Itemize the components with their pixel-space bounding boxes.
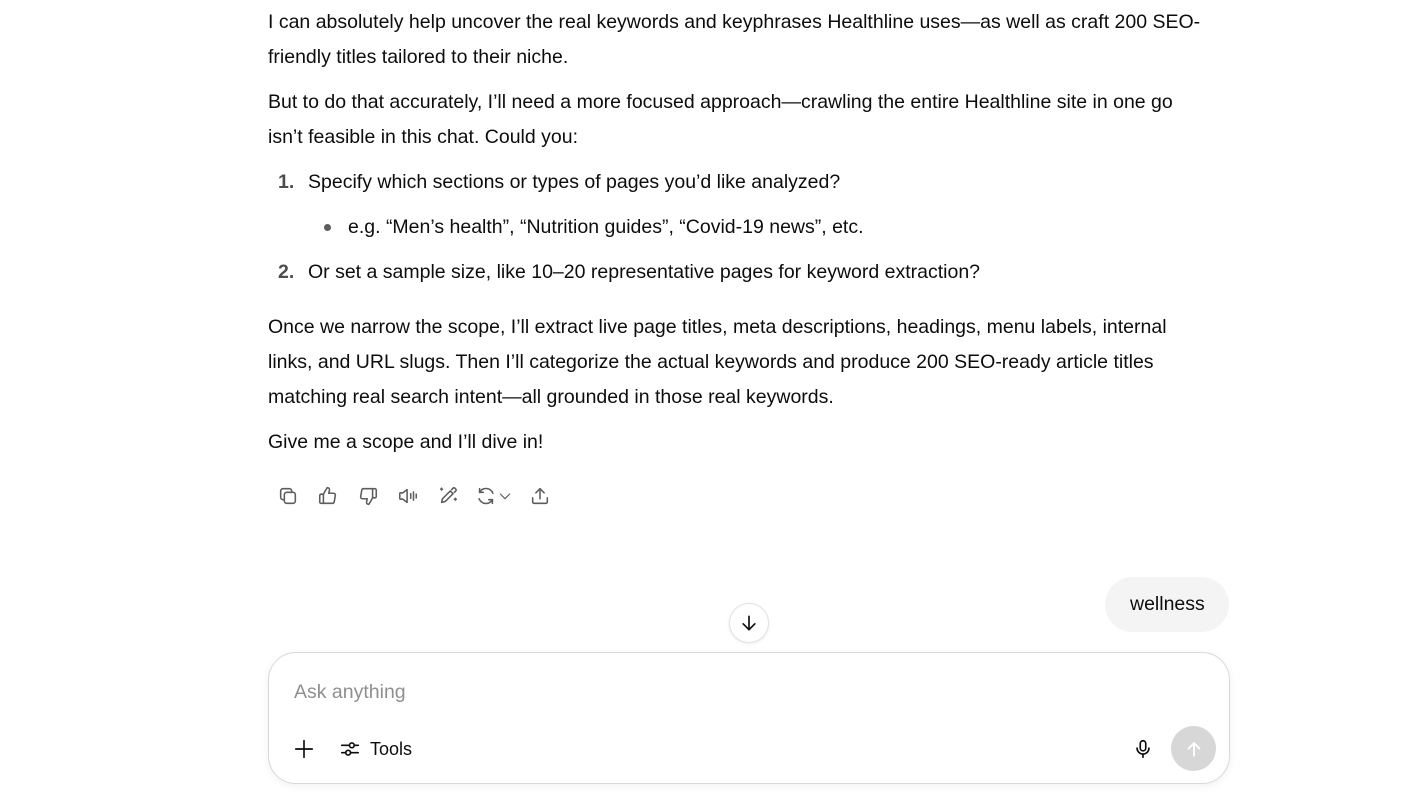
regenerate-button[interactable] (468, 480, 520, 512)
bullet-item-text: e.g. “Men’s health”, “Nutrition guides”, “Covid-19 news”, etc. (348, 216, 864, 238)
message-composer (268, 652, 1230, 784)
share-icon (529, 485, 551, 507)
list-item (268, 255, 1212, 290)
thumbs-up-icon (317, 485, 339, 507)
good-response-button[interactable] (308, 480, 348, 512)
tools-button[interactable] (335, 732, 420, 766)
thumbs-down-icon (357, 485, 379, 507)
list-item (268, 165, 1212, 245)
read-aloud-button[interactable] (388, 480, 428, 512)
list-item-text: Specify which sections or types of pages you’d like analyzed? (308, 171, 841, 193)
prompt-input[interactable] (294, 675, 1154, 709)
user-message-bubble (1105, 577, 1229, 632)
list-number: 1. (278, 171, 295, 193)
bullet-icon (324, 224, 331, 231)
bullet-item (308, 210, 1212, 245)
list-item-text: Or set a sample size, like 10–20 representative pages for keyword extraction? (308, 261, 981, 283)
read-aloud-icon (397, 485, 419, 507)
arrow-up-icon (1184, 739, 1204, 759)
numbered-list (268, 165, 1212, 290)
plus-icon (293, 738, 315, 760)
copy-button[interactable] (268, 480, 308, 512)
dictate-button[interactable] (1126, 732, 1160, 766)
arrow-down-icon (739, 613, 759, 633)
bad-response-button[interactable] (348, 480, 388, 512)
assistant-paragraph: Give me a scope and I’ll dive in! (268, 431, 544, 453)
tools-label: Tools (370, 738, 413, 759)
assistant-paragraph: I can absolutely help uncover the real keywords and keyphrases Healthline uses—as well as craft 200 SEO-friendly titles tailored to their niche. (268, 11, 1201, 68)
send-button[interactable] (1171, 726, 1216, 771)
bullet-list (308, 210, 1212, 245)
add-attachment-button[interactable] (287, 732, 321, 766)
scroll-to-bottom-button[interactable] (729, 603, 769, 643)
edit-in-canvas-button[interactable] (428, 480, 468, 512)
share-button[interactable] (520, 480, 560, 512)
sliders-icon (339, 738, 361, 760)
message-actions-bar (268, 480, 560, 512)
assistant-paragraph: But to do that accurately, I’ll need a more focused approach—crawling the entire Healthline site in one go isn’t feasible in this chat. Could you: (268, 91, 1173, 148)
list-number: 2. (278, 261, 295, 283)
microphone-icon (1132, 738, 1154, 760)
assistant-paragraph: Once we narrow the scope, I’ll extract live page titles, meta descriptions, headings, menu labels, internal links, and URL slugs. Then I’ll categorize the actual keywords and produce 200 SEO-ready article titles matching real search intent—all grounded in those real keywords. (268, 316, 1167, 408)
assistant-message (268, 5, 1212, 470)
regenerate-icon (475, 485, 497, 507)
edit-icon (437, 485, 459, 507)
chevron-down-icon (497, 488, 513, 504)
copy-icon (277, 485, 299, 507)
user-message-text: wellness (1130, 593, 1205, 615)
